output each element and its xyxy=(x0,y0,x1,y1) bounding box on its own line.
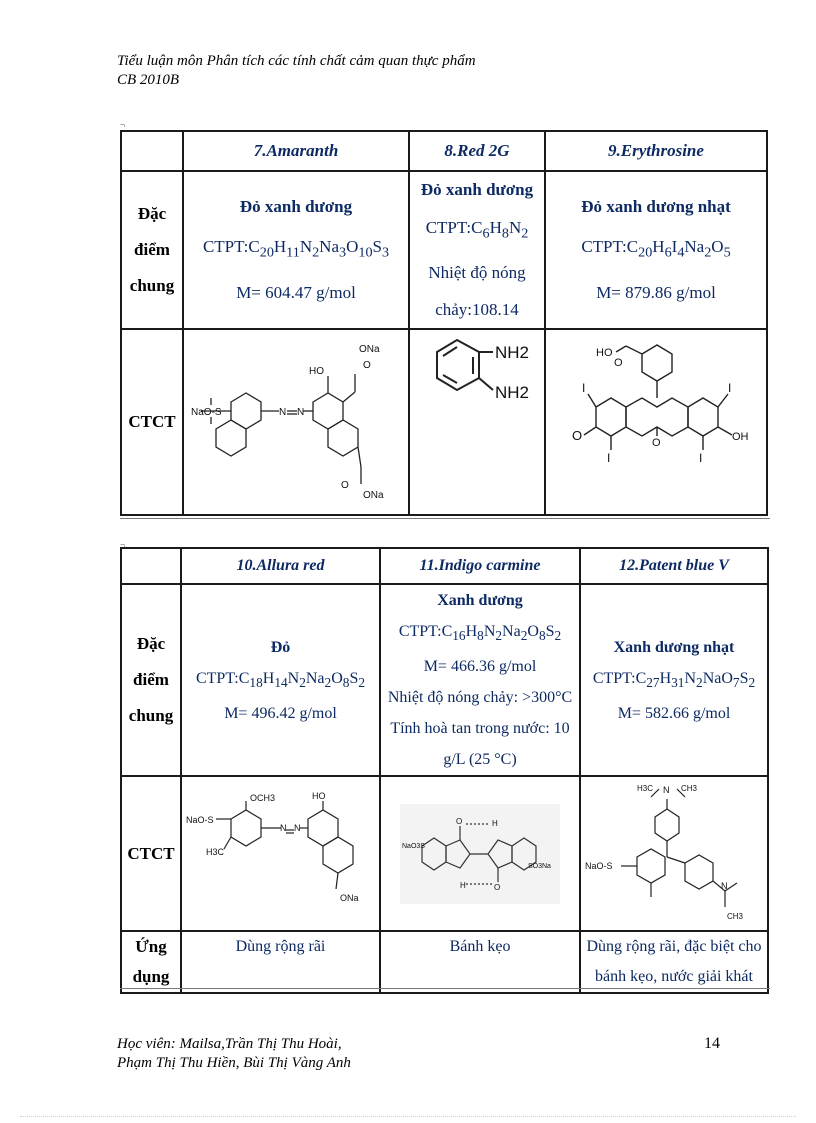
indigo-structure-diagram xyxy=(400,804,560,904)
table2-header-row xyxy=(121,548,768,584)
structure-label: CH3 xyxy=(681,783,698,793)
features-row-label xyxy=(121,171,183,329)
usage-line: Dùng rộng rãi, đặc biệt cho xyxy=(586,938,762,956)
red2g-structure xyxy=(409,329,545,515)
color-name: Đỏ xyxy=(270,638,291,656)
solubility: Tính hoà tan trong nước: 10 xyxy=(390,720,570,738)
molecular-formula: $CTPT:C_6H_8N_2$ xyxy=(425,218,529,242)
label-word: điểm xyxy=(133,670,169,690)
structure-label: HO xyxy=(309,366,324,377)
table1-header-row xyxy=(121,131,767,171)
formula-prefix: CTPT: xyxy=(202,237,249,257)
erythrosine-features xyxy=(545,171,767,329)
structure-label: ONa xyxy=(363,490,384,501)
structure-label: H3C xyxy=(206,846,225,857)
label-word: Đặc xyxy=(137,204,167,223)
table-marker: ¬ xyxy=(120,120,126,130)
structure-label: N xyxy=(280,822,287,833)
footer-authors-line1: Học viên: Mailsa,Trần Thị Thu Hoài, xyxy=(117,1036,342,1052)
structure-label: O xyxy=(494,882,501,892)
structure-label: I xyxy=(607,451,611,465)
structure-label: ONa xyxy=(340,892,359,903)
structure-label: I xyxy=(728,381,732,395)
header-class-code: CB 2010B xyxy=(117,72,180,88)
formula-prefix: CTPT: xyxy=(398,623,442,640)
table-marker: ¬ xyxy=(120,540,126,550)
molecular-formula: $CTPT:C_{20}H_{11}N_2Na_3O_{10}S_3$ xyxy=(202,237,390,261)
table2-corner-cell xyxy=(121,548,181,584)
structure-label: O xyxy=(572,428,583,443)
table1-col-title: 8.Red 2G xyxy=(409,131,545,171)
structure-label: O xyxy=(341,480,349,491)
structure-label: SO3Na xyxy=(528,862,551,870)
molecular-formula: $CTPT:C_{18}H_{14}N_2Na_2O_8S_2$ xyxy=(195,669,366,690)
molecular-formula: $CTPT:C_{20}H_6I_4Na_2O_5$ xyxy=(581,237,731,261)
color-name: Đỏ xanh dương nhạt xyxy=(581,197,731,217)
formula-prefix: CTPT: xyxy=(592,669,636,687)
structure-label: H xyxy=(460,880,466,890)
solubility: g/L (25 °C) xyxy=(443,751,517,769)
page-number: 14 xyxy=(704,1035,720,1052)
indigo-usage: Bánh kẹo xyxy=(380,931,580,993)
structure-label: CH3 xyxy=(727,911,744,921)
patent-blue-usage xyxy=(580,931,768,993)
table2-features-row xyxy=(121,584,768,776)
color-name: Xanh dương nhạt xyxy=(613,638,735,656)
structure-label: HO xyxy=(596,347,613,359)
structure-label: NH2 xyxy=(495,343,530,362)
structure-label: NaO3S xyxy=(402,842,425,850)
red2g-features xyxy=(409,171,545,329)
label-word: Ứng xyxy=(135,937,167,957)
table1-col-title: 7.Amaranth xyxy=(183,131,409,171)
amaranth-features xyxy=(183,171,409,329)
structure-label: I xyxy=(582,381,586,395)
structure-label: N xyxy=(279,407,287,418)
label-word: chung xyxy=(129,276,175,295)
allura-features xyxy=(181,584,380,776)
patent-blue-structure xyxy=(580,776,768,931)
indigo-structure xyxy=(380,776,580,931)
red2g-structure-diagram xyxy=(417,330,537,440)
usage-row-label xyxy=(121,931,181,993)
erythrosine-structure xyxy=(545,329,767,515)
structure-label: HO xyxy=(312,790,326,801)
usage-line: bánh kẹo, nước giải khát xyxy=(595,968,753,986)
structure-label: O xyxy=(456,816,463,826)
allura-usage: Dùng rộng rãi xyxy=(181,931,380,993)
document-header xyxy=(117,52,476,90)
document-footer xyxy=(117,1035,351,1073)
formula-prefix: CTPT: xyxy=(195,669,239,687)
amaranth-structure xyxy=(183,329,409,515)
erythrosine-structure-diagram xyxy=(556,332,756,512)
structure-label: NaO-S xyxy=(585,860,613,871)
structure-label: NaO-S xyxy=(186,814,214,825)
colorants-table-1 xyxy=(120,130,768,516)
molar-mass: M= 879.86 g/mol xyxy=(596,282,716,302)
indigo-features xyxy=(380,584,580,776)
structure-label: H3C xyxy=(637,783,654,793)
molar-mass: M= 582.66 g/mol xyxy=(617,704,731,722)
table1-structure-row xyxy=(121,329,767,515)
structure-row-label: CTCT xyxy=(121,776,181,931)
table2-col-title: 12.Patent blue V xyxy=(580,548,768,584)
color-name: Đỏ xanh dương xyxy=(420,180,534,200)
structure-label: OCH3 xyxy=(250,792,276,803)
amaranth-structure-diagram xyxy=(191,332,401,512)
structure-label: N xyxy=(297,407,305,418)
label-word: điểm xyxy=(134,240,170,259)
formula-prefix: CTPT: xyxy=(581,237,627,257)
structure-label: OH xyxy=(732,431,749,443)
structure-label: N xyxy=(663,784,670,795)
structure-label: H xyxy=(492,818,498,828)
table2-col-title: 11.Indigo carmine xyxy=(380,548,580,584)
header-course-title: Tiểu luận môn Phân tích các tính chất cảm quan thực phẩm xyxy=(117,53,476,69)
structure-label: NaO-S xyxy=(191,407,222,418)
label-word: dụng xyxy=(132,967,170,987)
label-word: Đặc xyxy=(136,634,166,654)
page-bottom-border xyxy=(20,1116,796,1117)
structure-label: NH2 xyxy=(495,383,530,402)
structure-label: N xyxy=(294,822,301,833)
formula-prefix: CTPT: xyxy=(425,218,472,238)
color-name: Đỏ xanh dương xyxy=(239,197,353,217)
structure-label: ONa xyxy=(359,344,380,355)
melting-point: Nhiệt độ nóng chảy: >300°C xyxy=(387,689,573,707)
structure-label: O xyxy=(652,437,661,449)
molecular-formula: $CTPT:C_{16}H_8N_2Na_2O_8S_2$ xyxy=(398,623,562,644)
patent-blue-features xyxy=(580,584,768,776)
features-row-label xyxy=(121,584,181,776)
melting-point: chảy:108.14 xyxy=(435,299,519,319)
structure-label: O xyxy=(614,357,623,369)
structure-label: N xyxy=(721,880,728,891)
table-divider xyxy=(120,988,770,989)
molar-mass: M= 496.42 g/mol xyxy=(224,704,337,722)
colorants-table-2 xyxy=(120,547,769,994)
allura-structure-diagram xyxy=(186,789,376,919)
table1-features-row xyxy=(121,171,767,329)
table2-usage-row xyxy=(121,931,768,993)
table2-structure-row xyxy=(121,776,768,931)
structure-row-label: CTCT xyxy=(121,329,183,515)
table2-col-title: 10.Allura red xyxy=(181,548,380,584)
molar-mass: M= 466.36 g/mol xyxy=(423,658,537,676)
footer-authors-line2: Phạm Thị Thu Hiền, Bùi Thị Vàng Anh xyxy=(117,1055,351,1071)
label-word: chung xyxy=(128,706,174,726)
table1-col-title: 9.Erythrosine xyxy=(545,131,767,171)
color-name: Xanh dương xyxy=(437,592,523,609)
molecular-formula: $CTPT:C_{27}H_{31}N_2NaO_7S_2$ xyxy=(592,669,756,690)
allura-structure xyxy=(181,776,380,931)
patent-blue-structure-diagram xyxy=(585,779,765,929)
melting-point: Nhiệt độ nóng xyxy=(428,262,526,282)
table1-corner-cell xyxy=(121,131,183,171)
molar-mass: M= 604.47 g/mol xyxy=(236,282,356,302)
table-divider xyxy=(120,518,770,519)
structure-label: O xyxy=(363,360,371,371)
structure-label: I xyxy=(699,451,703,465)
